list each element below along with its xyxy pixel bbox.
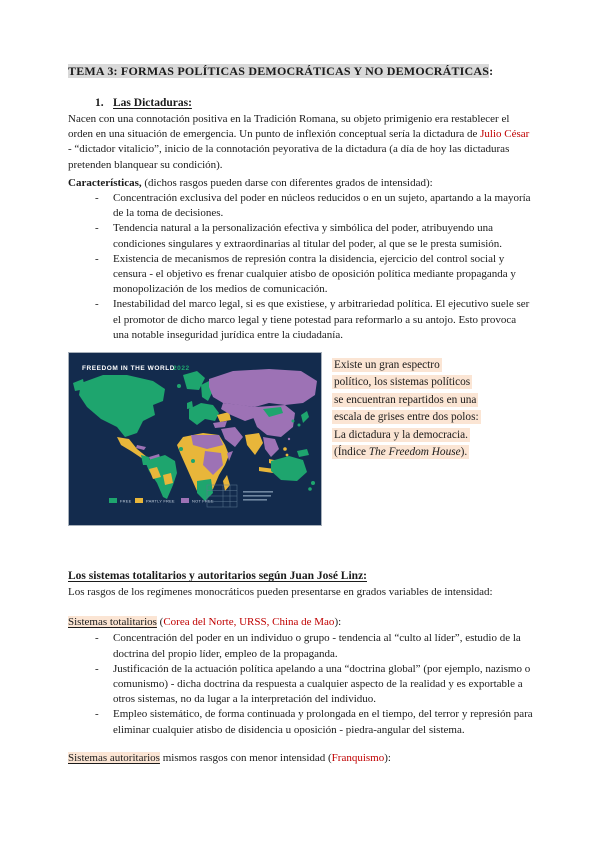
map-side-caption — [332, 352, 532, 526]
bullet-dash: - — [95, 192, 99, 205]
list-item-text: Inestabilidad del marco legal, si es que existiese, y arbitrariedad política. El ejecutivo suele ser el promotor de dicho marco legal y tiene potestad para reformarlo a su antojo. Esto provoca una notable inseguridad jurídica entre la ciudadanía. — [113, 298, 530, 341]
document-content — [68, 64, 534, 766]
legend-swatch-not-free — [181, 498, 189, 503]
list-item-text: Concentración exclusiva del poder en núcleos reducidos o en un sujeto, apartando a la mayoría de la toma de decisiones. — [113, 192, 531, 220]
list-item-text: Empleo sistemático, de forma continuada y prolongada en el tiempo, del terror y represión para eliminar cualquier atisbo de disidencia u oposición - piedra-angular del sistema. — [113, 708, 533, 736]
autoritarios-lead — [68, 751, 534, 766]
world-map-figure — [68, 352, 322, 526]
bullet-dash: - — [95, 662, 99, 675]
autoritarios-mid: mismos rasgos con menor intensidad ( — [159, 751, 332, 764]
map-year: 2022 — [173, 365, 190, 373]
page-title — [68, 64, 534, 79]
map-legend — [109, 498, 214, 504]
autoritarios-post: ): — [384, 751, 391, 764]
freedom-world-map — [69, 353, 321, 525]
list-item — [68, 662, 534, 708]
map-and-caption-row — [68, 352, 534, 526]
caracteristicas-bold-label: Características, — [68, 176, 142, 189]
legend-swatch-partly-free — [135, 498, 143, 503]
totalitarios-list — [68, 631, 534, 737]
totalitarios-examples-red: Corea del Norte, URSS, China de Mao — [163, 616, 335, 629]
caption-line: La dictadura y la democracia. — [334, 428, 468, 441]
totalitarios-mid: ( — [156, 616, 164, 629]
totalitarios-label: Sistemas totalitarios — [68, 616, 157, 629]
bullet-dash: - — [95, 632, 99, 645]
list-item-text: Tendencia natural a la personalización efectiva y simbólica del poder, atribuyendo una condiciones singulares y extraordinarias al titular del poder, al que se le presta sumisión. — [113, 222, 503, 250]
linz-section-heading — [68, 570, 534, 582]
caption-line: escala de grises entre dos polos: — [334, 411, 479, 424]
legend-label-partly-free: PARTLY FREE — [146, 498, 175, 504]
legend-label-not-free: NOT FREE — [192, 498, 214, 504]
caption-line: se encuentran repartidos en una — [334, 393, 477, 406]
caracteristicas-list — [68, 191, 534, 343]
linz-intro-paragraph: Los rasgos de los regímenes monocráticos pueden presentarse en grados variables de intensidad: — [68, 586, 493, 599]
page-title-suffix: : — [489, 64, 494, 78]
intro-text: Nacen con una connotación positiva en la Tradición Romana, su objeto primigenio era restablecer el orden en una situación de emergencia. Un punto de inflexión conceptual sería la dictadura de — [68, 113, 510, 141]
section-number: 1. — [95, 97, 104, 109]
caracteristicas-rest: (dichos rasgos pueden darse con diferentes grados de intensidad): — [141, 176, 433, 189]
autoritarios-label: Sistemas autoritarios — [68, 751, 160, 764]
caption-index-italic: The Freedom House — [368, 446, 461, 459]
caption-index-post: ). — [460, 446, 468, 459]
bullet-dash: - — [95, 708, 99, 721]
caption-line: Existe un gran espectro — [334, 359, 440, 372]
list-item-text: Existencia de mecanismos de represión contra la disidencia, ejercicio del control social y censura - el objetivo es frenar cualquier atisbo de oposición política mediante propaganda y monopolización de los medios de comunicación. — [113, 252, 516, 296]
list-item — [68, 252, 534, 298]
section-heading-dictaduras — [68, 97, 534, 109]
list-item — [68, 297, 534, 343]
totalitarios-lead — [68, 615, 534, 630]
caption-index-pre: (Índice — [334, 446, 369, 459]
legend-label-free: FREE — [120, 498, 132, 504]
list-item — [68, 221, 534, 251]
caption-line-index — [332, 445, 469, 459]
list-item-text: Justificación de la actuación política apelando a una “doctrina global” (por ejemplo, nazismo o comunismo) - dicha doctrina da respuesta a cualquier aspecto de la realidad y es exportable a otros sistemas, no da lugar a la interpretación del individuo. — [113, 662, 531, 706]
page-title-highlighted: TEMA 3: FORMAS POLÍTICAS DEMOCRÁTICAS Y NO DEMOCRÁTICAS — [68, 64, 490, 78]
bullet-dash: - — [95, 222, 99, 235]
dictaduras-intro-paragraph — [68, 112, 534, 173]
totalitarios-post: ): — [334, 616, 342, 629]
intro-red-term: Julio César — [480, 128, 530, 141]
section-heading-label: Las Dictaduras: — [113, 97, 192, 109]
list-item-text: Concentración del poder en un individuo o grupo - tendencia al “culto al líder”, estudio de la doctrina del propio líder, empleo de la propaganda. — [113, 632, 521, 660]
bullet-dash: - — [95, 298, 99, 311]
caracteristicas-lead — [68, 176, 534, 191]
caption-line: político, los sistemas políticos — [334, 376, 471, 389]
list-item — [68, 631, 534, 661]
map-title: FREEDOM IN THE WORLD — [82, 365, 175, 373]
intro-text-continued: - “dictador vitalicio”, inicio de la connotación peyorativa de la dictadura (a día de hoy las dictaduras pretenden blanquear su condición). — [68, 143, 510, 171]
legend-swatch-free — [109, 498, 117, 503]
bullet-dash: - — [95, 252, 99, 265]
list-item — [68, 707, 534, 737]
list-item — [68, 191, 534, 221]
linz-heading-text: Los sistemas totalitarios y autoritarios según Juan José Linz: — [68, 570, 367, 583]
autoritarios-example-red: Franquismo — [331, 751, 385, 764]
